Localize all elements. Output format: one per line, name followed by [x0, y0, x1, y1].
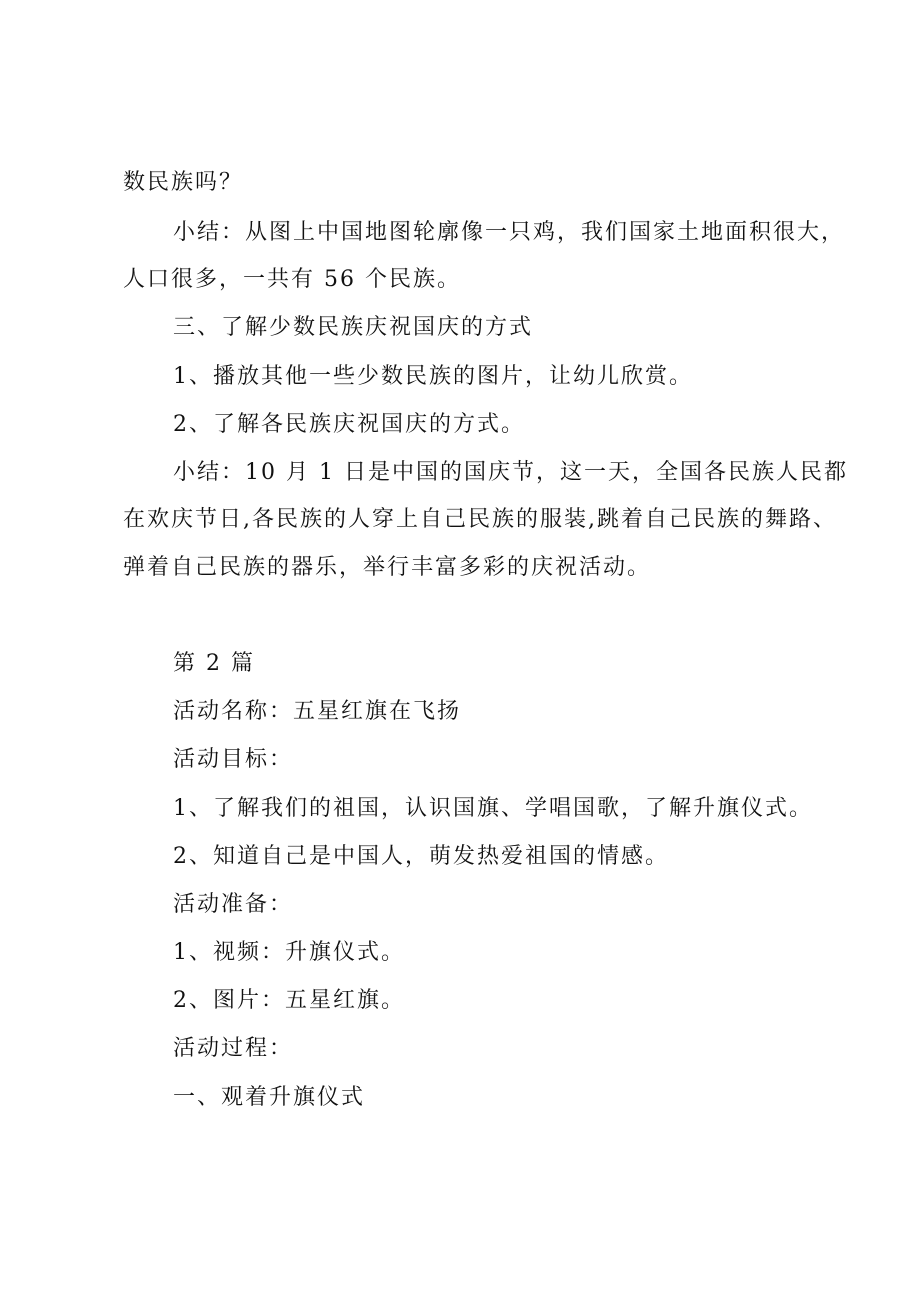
article-heading: 第 2 篇: [173, 651, 255, 676]
preparation-item-2: 2、图片：五星红旗。: [173, 988, 405, 1013]
process-step-1: 一、观着升旗仪式: [173, 1085, 366, 1110]
list-item-2: 2、了解各民族庆祝国庆的方式。: [173, 412, 525, 437]
activity-preparation-heading: 活动准备：: [173, 892, 294, 917]
activity-name: 活动名称：五星红旗在飞扬: [173, 699, 462, 724]
goal-item-1: 1、了解我们的祖国，认识国旗、学唱国歌，了解升旗仪式。: [173, 796, 813, 821]
section-heading-3: 三、了解少数民族庆祝国庆的方式: [173, 315, 534, 340]
summary-paragraph-2-line-2: 在欢庆节日,各民族的人穿上自己民族的服装,跳着自己民族的舞路、: [123, 507, 837, 532]
summary-paragraph-1-line-2: 人口很多，一共有 56 个民族。: [123, 267, 461, 292]
goal-item-2: 2、知道自己是中国人，萌发热爱祖国的情感。: [173, 844, 669, 869]
list-item-1: 1、播放其他一些少数民族的图片，让幼儿欣赏。: [173, 364, 693, 389]
preparation-item-1: 1、视频：升旗仪式。: [173, 940, 405, 965]
summary-paragraph-2-line-3: 弹着自己民族的器乐，举行丰富多彩的庆祝活动。: [123, 555, 652, 580]
text-line-1: 数民族吗？: [123, 170, 244, 195]
summary-paragraph-1-line-1: 小结：从图上中国地图轮廓像一只鸡，我们国家土地面积很大，: [173, 220, 846, 245]
activity-goals-heading: 活动目标：: [173, 747, 294, 772]
activity-process-heading: 活动过程：: [173, 1036, 294, 1061]
summary-paragraph-2-line-1: 小结：10 月 1 日是中国的国庆节，这一天，全国各民族人民都: [173, 460, 848, 485]
